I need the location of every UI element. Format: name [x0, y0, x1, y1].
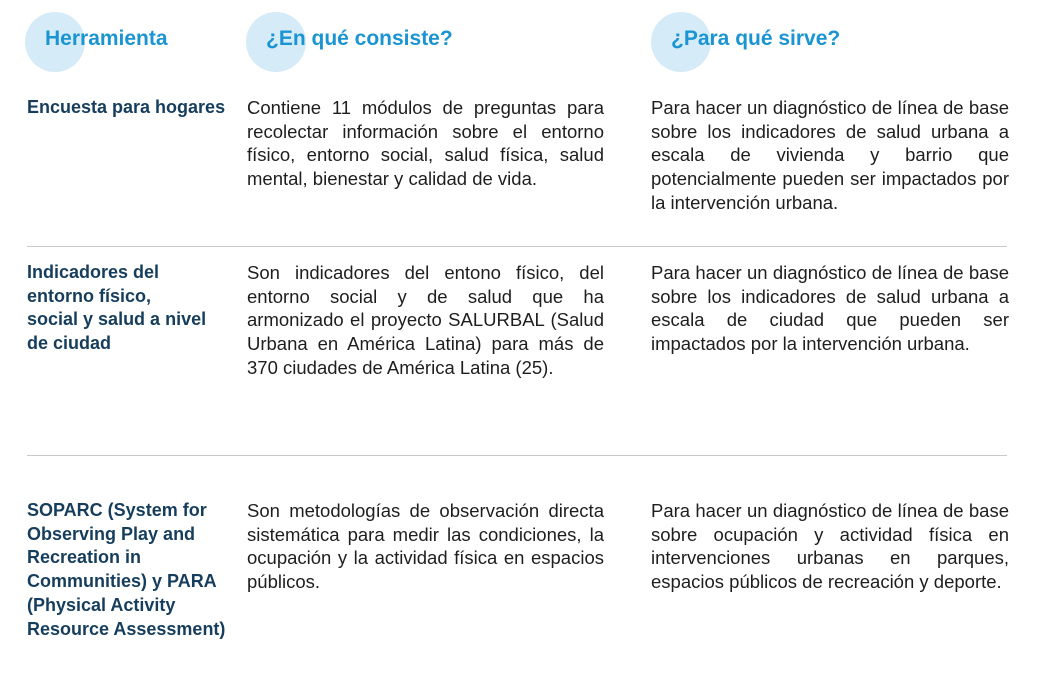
row-divider	[27, 455, 1007, 456]
row-3-description: Son metodologías de observación directa sistemática para medir las condiciones, la ocupación y la actividad física en espacios públicos.	[247, 500, 604, 593]
row-3-tool: SOPARC (System for Observing Play and Recreation in Communities) y PARA (Physical Activity Resource Assessment)	[27, 500, 226, 639]
header-label-tool: Herramienta	[45, 27, 168, 50]
row-2-description: Son indicadores del entono físico, del entorno social y de salud que ha armonizado el proyecto SALURBAL (Salud Urbana en América Latina) para más de 370 ciudades de América Latina (25).	[247, 262, 604, 378]
row-2-tool: Indicadores del entorno físico, social y salud a nivel de ciudad	[27, 262, 207, 354]
header-label-purpose: ¿Para qué sirve?	[671, 27, 841, 50]
header-label-description: ¿En qué consiste?	[266, 27, 453, 50]
row-3-purpose: Para hacer un diagnóstico de línea de base sobre ocupación y actividad física en intervenciones urbanas en parques, espacios públicos de recreación y deporte.	[651, 500, 1009, 593]
row-1-purpose: Para hacer un diagnóstico de línea de base sobre los indicadores de salud urbana a escala de vivienda y barrio que potencialmente pueden ser impactados por la intervención urbana.	[651, 97, 1009, 213]
row-1-tool: Encuesta para hogares	[27, 97, 226, 117]
row-2-purpose: Para hacer un diagnóstico de línea de base sobre los indicadores de salud urbana a escala de ciudad que pueden ser impactados por la intervención urbana.	[651, 262, 1009, 355]
row-1-description: Contiene 11 módulos de preguntas para recolectar información sobre el entorno físico, entorno social, salud física, salud mental, bienestar y calidad de vida.	[247, 97, 604, 190]
row-divider	[27, 246, 1007, 247]
